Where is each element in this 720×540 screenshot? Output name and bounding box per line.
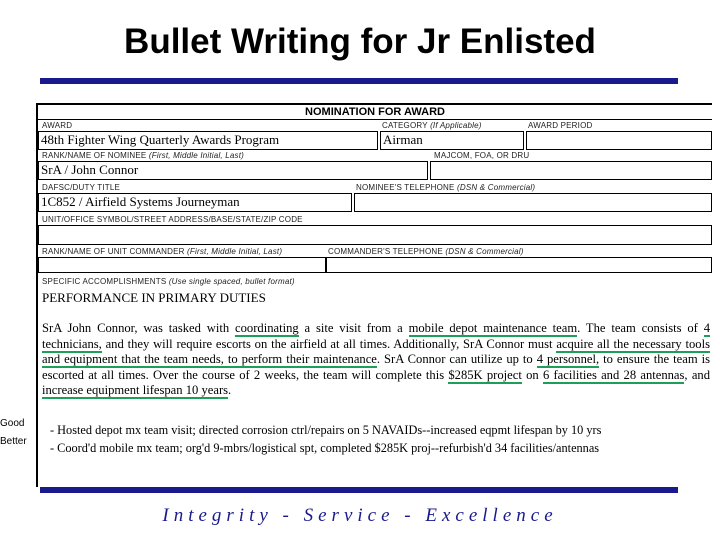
majcom-label: MAJCOM, FOA, OR DRU [434, 151, 530, 160]
award-field[interactable]: 48th Fighter Wing Quarterly Awards Program [38, 131, 378, 150]
commander-note: (First, Middle Initial, Last) [187, 247, 283, 256]
good-bullet: - Hosted depot mx team visit; directed corrosion ctrl/repairs on 5 NAVAIDs--increased eqpmt lifespan by 10 yrs [50, 423, 602, 437]
good-label: Good [0, 418, 25, 429]
nominee-note: (First, Middle Initial, Last) [148, 151, 245, 160]
para-text: . [228, 383, 232, 398]
section-heading: PERFORMANCE IN PRIMARY DUTIES [42, 290, 266, 305]
commander-label: RANK/NAME OF UNIT COMMANDER [42, 247, 185, 256]
unit-field[interactable] [38, 225, 712, 245]
para-text: . SrA Connor can utilize up to [376, 352, 537, 367]
telephone-field[interactable] [354, 193, 712, 212]
slide-title: Bullet Writing for Jr Enlisted [124, 22, 596, 61]
better-bullet: - Coord'd mobile mx team; org'd 9-mbrs/logistical spt, completed $285K proj--refurbish'd 34 facilities/antennas [50, 441, 600, 455]
award-period-label: AWARD PERIOD [528, 121, 593, 130]
commander-phone-label-group [328, 247, 524, 256]
para-text: a site visit from a [298, 321, 409, 335]
footer-motto: Integrity - Service - Excellence [162, 505, 558, 526]
nominee-field[interactable]: SrA / John Connor [38, 161, 428, 180]
telephone-label-group [356, 183, 535, 192]
award-period-field[interactable] [526, 131, 712, 150]
para-highlight: 4 personnel, [536, 352, 600, 367]
nomination-form [36, 103, 712, 487]
para-highlight: 4 technicians, [42, 321, 711, 351]
category-field[interactable]: Airman [380, 131, 524, 150]
footer-divider [40, 487, 678, 493]
specific-label: SPECIFIC ACCOMPLISHMENTS [42, 277, 167, 286]
para-highlight: 6 facilities and 28 antennas [542, 367, 685, 382]
specific-note: (Use single spaced, bullet format) [168, 277, 295, 286]
award-label: AWARD [42, 121, 73, 130]
category-label: CATEGORY [382, 121, 428, 130]
telephone-label: NOMINEE'S TELEPHONE [356, 183, 455, 192]
commander-field[interactable] [38, 257, 326, 273]
nominee-label: RANK/NAME OF NOMINEE [42, 151, 147, 160]
para-text: . The team consists of [577, 321, 704, 335]
nominee-label-group [42, 151, 244, 160]
para-highlight: coordinating [235, 321, 299, 335]
dafsc-label: DAFSC/DUTY TITLE [42, 183, 121, 192]
form-title: NOMINATION FOR AWARD [38, 105, 712, 120]
category-label-group [382, 121, 482, 130]
para-text: , and [684, 367, 710, 382]
specific-label-group [42, 277, 295, 286]
better-label: Better [0, 436, 27, 447]
para-highlight: increase equipment lifespan 10 years [42, 383, 229, 398]
para-highlight: $285K project [448, 367, 522, 382]
commander-label-group [42, 247, 282, 256]
majcom-field[interactable] [430, 161, 712, 180]
commander-phone-note: (DSN & Commercial) [445, 247, 524, 256]
telephone-note: (DSN & Commercial) [456, 183, 536, 192]
para-highlight: acquire all the necessary tools and equipment that the team needs, to perform their maintenance [42, 336, 710, 367]
para-text: and they will require escorts on the airfield at all times. Additionally, SrA Connor must [101, 336, 557, 351]
category-note: (If Applicable) [430, 121, 482, 130]
dafsc-field[interactable]: 1C852 / Airfield Systems Journeyman [38, 193, 352, 212]
unit-label: UNIT/OFFICE SYMBOL/STREET ADDRESS/BASE/STATE/ZIP CODE [42, 215, 303, 224]
para-text: to ensure the team is escorted at all times. Over the course of 2 weeks, the team will complete this [42, 352, 711, 382]
title-divider [40, 78, 678, 84]
commander-phone-label: COMMANDER'S TELEPHONE [328, 247, 443, 256]
accomplishment-paragraph [42, 321, 710, 399]
para-highlight: mobile depot maintenance team [408, 321, 578, 335]
commander-phone-field[interactable] [326, 257, 712, 273]
para-text: SrA John Connor, was tasked with [42, 321, 236, 335]
para-text: on [521, 367, 543, 382]
